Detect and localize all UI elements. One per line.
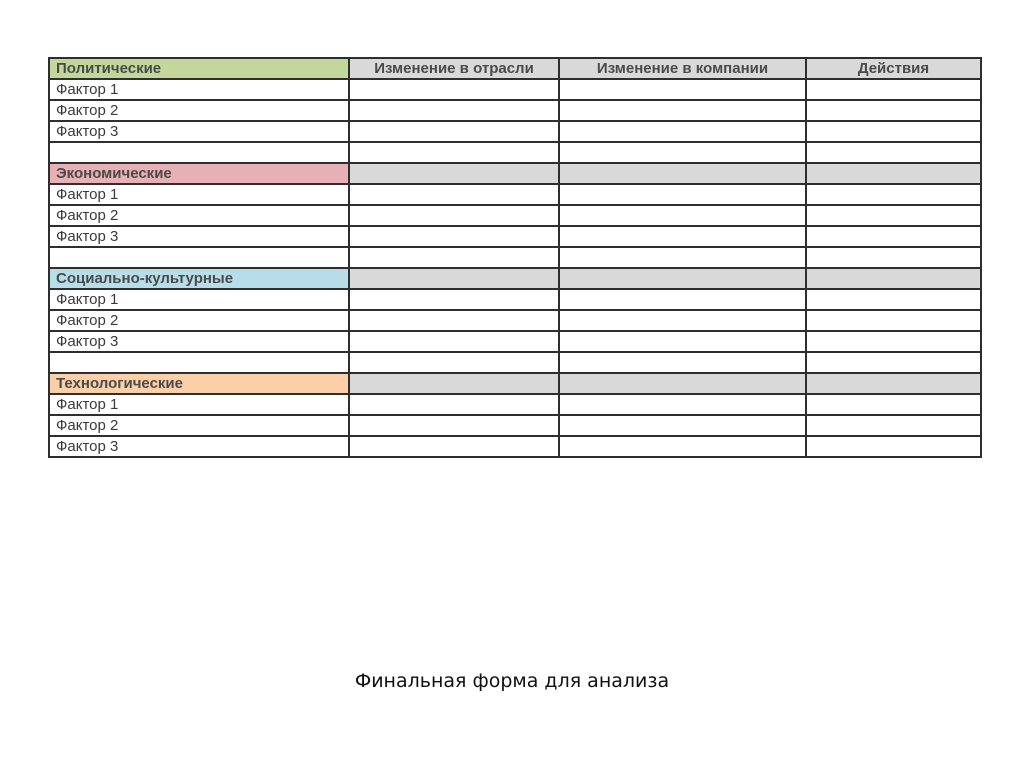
empty-cell[interactable] — [806, 352, 981, 373]
section-title-technological: Технологические — [49, 373, 349, 394]
empty-row — [49, 247, 981, 268]
actions-cell[interactable] — [806, 79, 981, 100]
section-header-row-social — [49, 268, 981, 289]
company-change-cell[interactable] — [559, 310, 806, 331]
company-change-cell[interactable] — [559, 394, 806, 415]
empty-cell[interactable] — [806, 142, 981, 163]
section-grey-cell — [559, 268, 806, 289]
actions-cell[interactable] — [806, 436, 981, 457]
actions-cell[interactable] — [806, 205, 981, 226]
industry-change-cell[interactable] — [349, 331, 559, 352]
section-title-political: Политические — [49, 58, 349, 79]
table-row — [49, 205, 981, 226]
company-change-cell[interactable] — [559, 79, 806, 100]
empty-row — [49, 352, 981, 373]
column-header-company-change: Изменение в компании — [559, 58, 806, 79]
actions-cell[interactable] — [806, 310, 981, 331]
table-row — [49, 289, 981, 310]
table-row — [49, 394, 981, 415]
factor-label: Фактор 3 — [49, 436, 349, 457]
company-change-cell[interactable] — [559, 415, 806, 436]
factor-label: Фактор 2 — [49, 100, 349, 121]
factor-label: Фактор 2 — [49, 310, 349, 331]
section-grey-cell — [559, 373, 806, 394]
company-change-cell[interactable] — [559, 121, 806, 142]
industry-change-cell[interactable] — [349, 310, 559, 331]
company-change-cell[interactable] — [559, 289, 806, 310]
industry-change-cell[interactable] — [349, 289, 559, 310]
factor-label: Фактор 3 — [49, 331, 349, 352]
empty-cell[interactable] — [349, 352, 559, 373]
company-change-cell[interactable] — [559, 436, 806, 457]
table-row — [49, 100, 981, 121]
empty-cell[interactable] — [559, 247, 806, 268]
empty-cell[interactable] — [49, 142, 349, 163]
industry-change-cell[interactable] — [349, 184, 559, 205]
factor-label: Фактор 1 — [49, 184, 349, 205]
section-title-economic: Экономические — [49, 163, 349, 184]
section-grey-cell — [806, 373, 981, 394]
section-grey-cell — [349, 373, 559, 394]
section-grey-cell — [349, 163, 559, 184]
section-title-social: Социально-культурные — [49, 268, 349, 289]
industry-change-cell[interactable] — [349, 100, 559, 121]
table-row — [49, 184, 981, 205]
factor-label: Фактор 3 — [49, 226, 349, 247]
industry-change-cell[interactable] — [349, 79, 559, 100]
empty-cell[interactable] — [49, 352, 349, 373]
industry-change-cell[interactable] — [349, 436, 559, 457]
table-row — [49, 436, 981, 457]
factor-label: Фактор 1 — [49, 394, 349, 415]
factor-label: Фактор 1 — [49, 79, 349, 100]
company-change-cell[interactable] — [559, 331, 806, 352]
section-header-row-political — [49, 58, 981, 79]
table-row — [49, 415, 981, 436]
factor-label: Фактор 2 — [49, 205, 349, 226]
empty-cell[interactable] — [559, 352, 806, 373]
actions-cell[interactable] — [806, 415, 981, 436]
industry-change-cell[interactable] — [349, 121, 559, 142]
actions-cell[interactable] — [806, 331, 981, 352]
company-change-cell[interactable] — [559, 100, 806, 121]
industry-change-cell[interactable] — [349, 394, 559, 415]
table-row — [49, 79, 981, 100]
industry-change-cell[interactable] — [349, 205, 559, 226]
section-grey-cell — [806, 163, 981, 184]
company-change-cell[interactable] — [559, 184, 806, 205]
table-row — [49, 310, 981, 331]
column-header-industry-change: Изменение в отрасли — [349, 58, 559, 79]
section-header-row-economic — [49, 163, 981, 184]
table-row — [49, 226, 981, 247]
section-grey-cell — [806, 268, 981, 289]
empty-cell[interactable] — [349, 142, 559, 163]
actions-cell[interactable] — [806, 226, 981, 247]
empty-row — [49, 142, 981, 163]
actions-cell[interactable] — [806, 184, 981, 205]
slide-caption: Финальная форма для анализа — [354, 670, 670, 692]
company-change-cell[interactable] — [559, 226, 806, 247]
actions-cell[interactable] — [806, 100, 981, 121]
actions-cell[interactable] — [806, 394, 981, 415]
actions-cell[interactable] — [806, 289, 981, 310]
actions-cell[interactable] — [806, 121, 981, 142]
table-row — [49, 331, 981, 352]
factor-label: Фактор 3 — [49, 121, 349, 142]
empty-cell[interactable] — [559, 142, 806, 163]
company-change-cell[interactable] — [559, 205, 806, 226]
table-row — [49, 121, 981, 142]
industry-change-cell[interactable] — [349, 226, 559, 247]
section-header-row-technological — [49, 373, 981, 394]
section-grey-cell — [349, 268, 559, 289]
section-grey-cell — [559, 163, 806, 184]
pest-analysis-table — [48, 57, 982, 458]
column-header-actions: Действия — [806, 58, 981, 79]
empty-cell[interactable] — [806, 247, 981, 268]
empty-cell[interactable] — [349, 247, 559, 268]
empty-cell[interactable] — [49, 247, 349, 268]
factor-label: Фактор 2 — [49, 415, 349, 436]
factor-label: Фактор 1 — [49, 289, 349, 310]
industry-change-cell[interactable] — [349, 415, 559, 436]
